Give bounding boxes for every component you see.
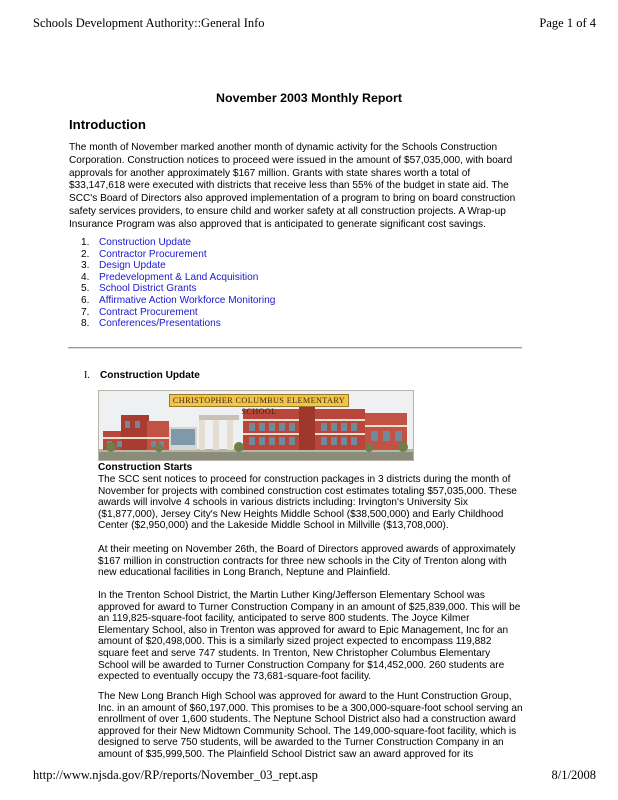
toc-number: 4. — [81, 271, 90, 283]
section-title: Construction Update — [100, 370, 200, 381]
report-title: November 2003 Monthly Report — [216, 91, 402, 105]
intro-heading: Introduction — [69, 117, 146, 132]
toc-number: 8. — [81, 318, 90, 330]
school-rendering-image — [98, 390, 414, 461]
toc-number: 6. — [81, 294, 90, 306]
toc-number: 5. — [81, 283, 90, 295]
body-paragraph: The New Long Branch High School was approved for award to the Hunt Construction Group, Inc. in an amount of $60,197,000. This promises to be a 300,000-square-foot school serving an enrollment of over 1,600 students. The Neptune School District also had a construction award approved for their New Midtown Community School. The 149,000-square-foot facility, which is designed to serve 750 students, will be awarded to the Turner Construction Company in an amount of $35,999,500. The Plainfield School District saw an award approved for its — [98, 691, 523, 760]
toc-item — [81, 249, 275, 261]
print-footer — [33, 768, 596, 783]
toc-number: 3. — [81, 260, 90, 272]
toc-link-conferences[interactable]: Conferences/Presentations — [99, 318, 221, 330]
toc-number: 2. — [81, 248, 90, 260]
toc-link-design-update[interactable]: Design Update — [99, 260, 166, 272]
toc-number: 1. — [81, 237, 90, 248]
toc-link-affirmative-action[interactable]: Affirmative Action Workforce Monitoring — [99, 294, 276, 306]
print-header — [33, 16, 596, 31]
toc-link-contract-procurement[interactable]: Contract Procurement — [99, 306, 198, 318]
body-paragraph: The SCC sent notices to proceed for construction packages in 3 districts during the month of November for projects with combined construction cost estimates totaling $57,035,000. These awards will involve 4 schools in various districts including: Irvington's University Six ($1,877,000), Jersey City's New Heights Middle School ($38,500,000) and Early Childhood Center ($2,950,000) and the Lakeside Middle School in Millville ($13,708,000). — [98, 474, 517, 532]
toc-item — [81, 318, 275, 330]
source-url: http://www.njsda.gov/RP/reports/November_03_rept.asp — [33, 768, 318, 782]
toc-item — [81, 237, 275, 249]
toc-link-construction-update[interactable]: Construction Update — [99, 237, 192, 248]
construction-starts-heading: Construction Starts — [98, 462, 193, 473]
print-header-title: Schools Development Authority::General Info — [33, 16, 265, 30]
page-indicator: Page 1 of 4 — [539, 16, 596, 30]
toc-item — [81, 260, 275, 272]
section-numeral: I. — [84, 370, 90, 381]
banner-school-name: CHRISTOPHER COLUMBUS ELEMENTARY SCHOOL — [169, 394, 349, 407]
body-paragraph: At their meeting on November 26th, the Board of Directors approved awards of approximately $167 million in construction contracts for three new schools in the City of Trenton along with new educational facilities in Long Branch, Neptune and Plainfield. — [98, 544, 516, 579]
table-of-contents — [81, 237, 275, 330]
body-paragraph: In the Trenton School District, the Martin Luther King/Jefferson Elementary School was approved for award to Turner Construction Company in an amount of $25,839,000. This will be an 119,825-square-foot facility, anticipated to serve 800 students. The Joyce Kilmer Elementary School, also in Trenton was approved for award to Epic Management, Inc for an amount of $20,498,000. This is a similarly sized project expected to encompass 119,882 square feet and serve 747 students. In Trenton, New Christopher Columbus Elementary School will be awarded to Turner Construction Company for $14,452,000. 260 students are expected to eventually occupy the 73,681-square-foot facility. — [98, 590, 521, 683]
section-heading — [84, 370, 200, 381]
toc-item — [81, 295, 275, 307]
toc-link-predevelopment[interactable]: Predevelopment & Land Acquisition — [99, 271, 259, 283]
toc-item — [81, 283, 275, 295]
intro-paragraph: The month of November marked another month of dynamic activity for the Schools Construction Corporation. Construction notices to proceed were issued in the amount of $57,035,000, with board approvals for another approximately $167 million. Grants with state shares worth a total of $33,147,618 were executed with districts that receive less than 55% of the budget in state aid. The SCC's Board of Directors also approved implementation of a program to bring on board construction safety services providers, to ensure child and worker safety at all construction projects. A Wrap-up Insurance Program was also approved that is anticipated to generate significant cost savings. — [69, 142, 516, 230]
toc-item — [81, 307, 275, 319]
toc-link-contractor-procurement[interactable]: Contractor Procurement — [99, 248, 207, 260]
toc-link-school-district-grants[interactable]: School District Grants — [99, 283, 197, 295]
section-divider — [68, 347, 522, 349]
print-date: 8/1/2008 — [551, 768, 596, 782]
toc-item — [81, 272, 275, 284]
toc-number: 7. — [81, 306, 90, 318]
